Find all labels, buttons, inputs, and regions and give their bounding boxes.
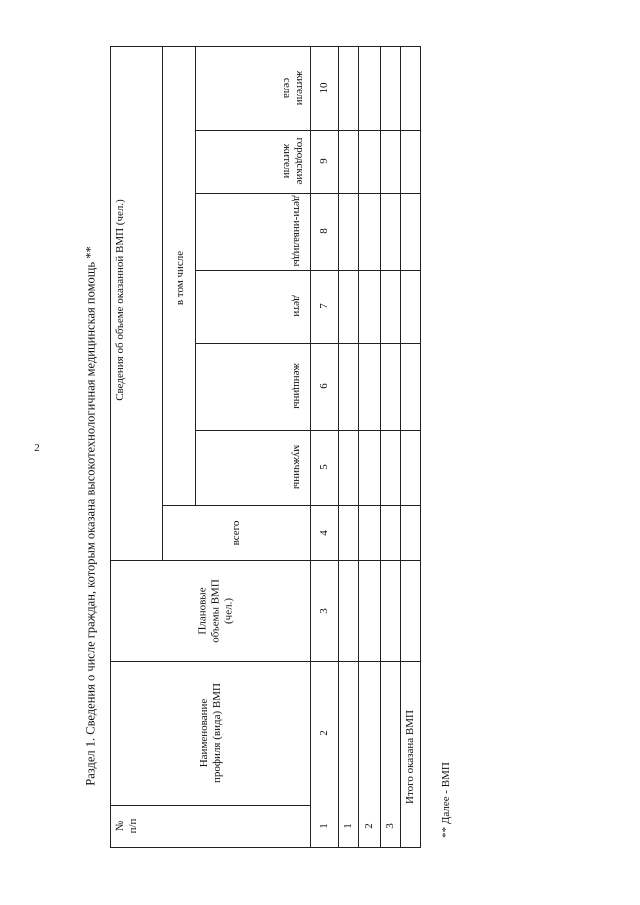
- header-women: женщины: [291, 363, 303, 409]
- header-children: дети: [291, 295, 303, 317]
- header-disabled-children: дети-инвалиды: [291, 195, 303, 267]
- row-line-2: [380, 46, 381, 848]
- header-col-name: Наименование профиля (вида) ВМП: [198, 683, 223, 783]
- column-number-9: 9: [318, 158, 330, 164]
- table-row-num-1: 1: [342, 823, 354, 829]
- divider-disabled-urban: [195, 193, 420, 194]
- header-col-num: № п/п: [114, 818, 139, 834]
- table-border-bottom: [110, 847, 420, 848]
- table-row-num-2: 2: [363, 823, 375, 829]
- row-line-3: [400, 46, 401, 848]
- column-number-10: 10: [318, 82, 330, 94]
- total-row-label: Итого оказана ВМП: [404, 710, 416, 804]
- table-row-num-3: 3: [384, 823, 396, 829]
- table-border-left: [110, 46, 111, 848]
- header-group: Сведения об объеме оказанной ВМП (чел.): [114, 199, 126, 401]
- table-border-right: [420, 46, 421, 848]
- column-number-2: 2: [318, 730, 330, 736]
- column-number-4: 4: [318, 530, 330, 536]
- divider-num-name: [110, 805, 310, 806]
- column-number-8: 8: [318, 228, 330, 234]
- header-col-plan: Плановые объемы ВМП (чел.): [196, 579, 235, 643]
- column-number-6: 6: [318, 383, 330, 389]
- divider-women-children: [195, 343, 420, 344]
- divider-urban-rural: [195, 130, 420, 131]
- divider-men-women: [195, 430, 420, 431]
- row-line-colnums-right: [338, 46, 339, 848]
- row-line-colnums-left: [310, 46, 311, 848]
- header-rural: жители села: [281, 70, 306, 106]
- table-border-top: [110, 46, 420, 47]
- column-number-3: 3: [318, 608, 330, 614]
- column-number-7: 7: [318, 303, 330, 309]
- column-number-1: 1: [318, 823, 330, 829]
- divider-total-sub: [162, 505, 420, 506]
- header-subgroup: в том числе: [174, 250, 186, 306]
- footnote: ** Далее - ВМП: [440, 762, 452, 838]
- document-title: Раздел 1. Сведения о числе граждан, которым оказана высокотехнологичная медицинская помощь **: [83, 246, 98, 786]
- divider-subgroup-title: [195, 46, 196, 506]
- divider-name-plan: [110, 661, 420, 662]
- column-number-5: 5: [318, 464, 330, 470]
- header-urban: городские жители: [281, 137, 306, 185]
- divider-children-disabled: [195, 270, 420, 271]
- header-total: всего: [230, 520, 242, 546]
- divider-plan-group: [110, 560, 420, 561]
- page-number: 2: [34, 442, 40, 454]
- header-men: мужчины: [291, 444, 303, 490]
- row-line-1: [358, 46, 359, 848]
- divider-group-title: [162, 46, 163, 561]
